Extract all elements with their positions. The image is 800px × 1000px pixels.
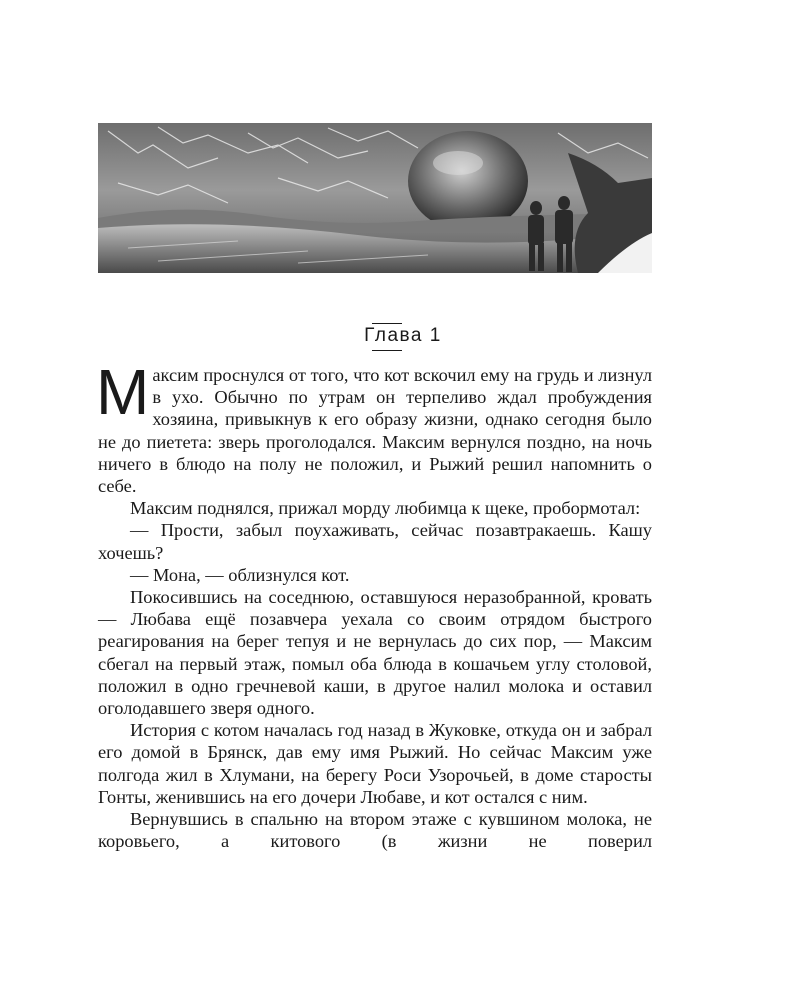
paragraph-1 bbox=[96, 356, 652, 497]
chapter-body-text bbox=[96, 356, 652, 852]
chapter-title: Глава 1 bbox=[364, 325, 442, 346]
paragraph-6: История с котом началась год назад в Жуковке, откуда он и забрал его домой в Брянск, дав ему имя Рыжий. Но сейчас Максим уже полгода жил в Хлумани, на берегу Роси Узорочьей, в доме старосты Гонты, женившись на его дочери Любаве, и кот остался с ним. bbox=[98, 720, 652, 807]
chapter-header-illustration bbox=[98, 123, 652, 273]
chapter-rule-top bbox=[372, 323, 402, 324]
drop-cap: М bbox=[96, 356, 149, 428]
paragraph-4: — Мона, — облизнулся кот. bbox=[130, 564, 350, 585]
chapter-heading bbox=[0, 325, 800, 347]
paragraph-5: Покосившись на соседнюю, оставшуюся неразобранной, кровать — Любава ещё позавчера уехала со своим отрядом быстрого реагирования на берег тепуя и не вернулась до сих пор, — Максим сбегал на первый этаж, помыл оба блюда в кошачьем углу столовой, положил в одно гречневой каши, в другое налил молока и оставил оголодавшего зверя одного. bbox=[98, 587, 652, 719]
illustration-graphic bbox=[98, 123, 652, 273]
paragraph-7: Вернувшись в спальню на втором этаже с кувшином молока, не коровьего, а китового (в жизни не поверил bbox=[98, 809, 652, 852]
paragraph-2: Максим поднялся, прижал морду любимца к щеке, пробормотал: bbox=[130, 498, 641, 519]
paragraph-1-text: аксим проснулся от того, что кот вскочил ему на грудь и лизнул в ухо. Обычно по утрам он терпеливо ждал пробуждения хозяина, привыкнув к его образу жизни, однако сегодня было не до пиетета: зверь проголодался. Максим вернулся поздно, на ночь ничего в блюдо на полу не положил, и Рыжий решил напомнить о себе. bbox=[98, 365, 652, 497]
chapter-rule-bottom bbox=[372, 350, 402, 351]
paragraph-3: — Прости, забыл поухаживать, сейчас позавтракаешь. Кашу хочешь? bbox=[98, 520, 652, 563]
